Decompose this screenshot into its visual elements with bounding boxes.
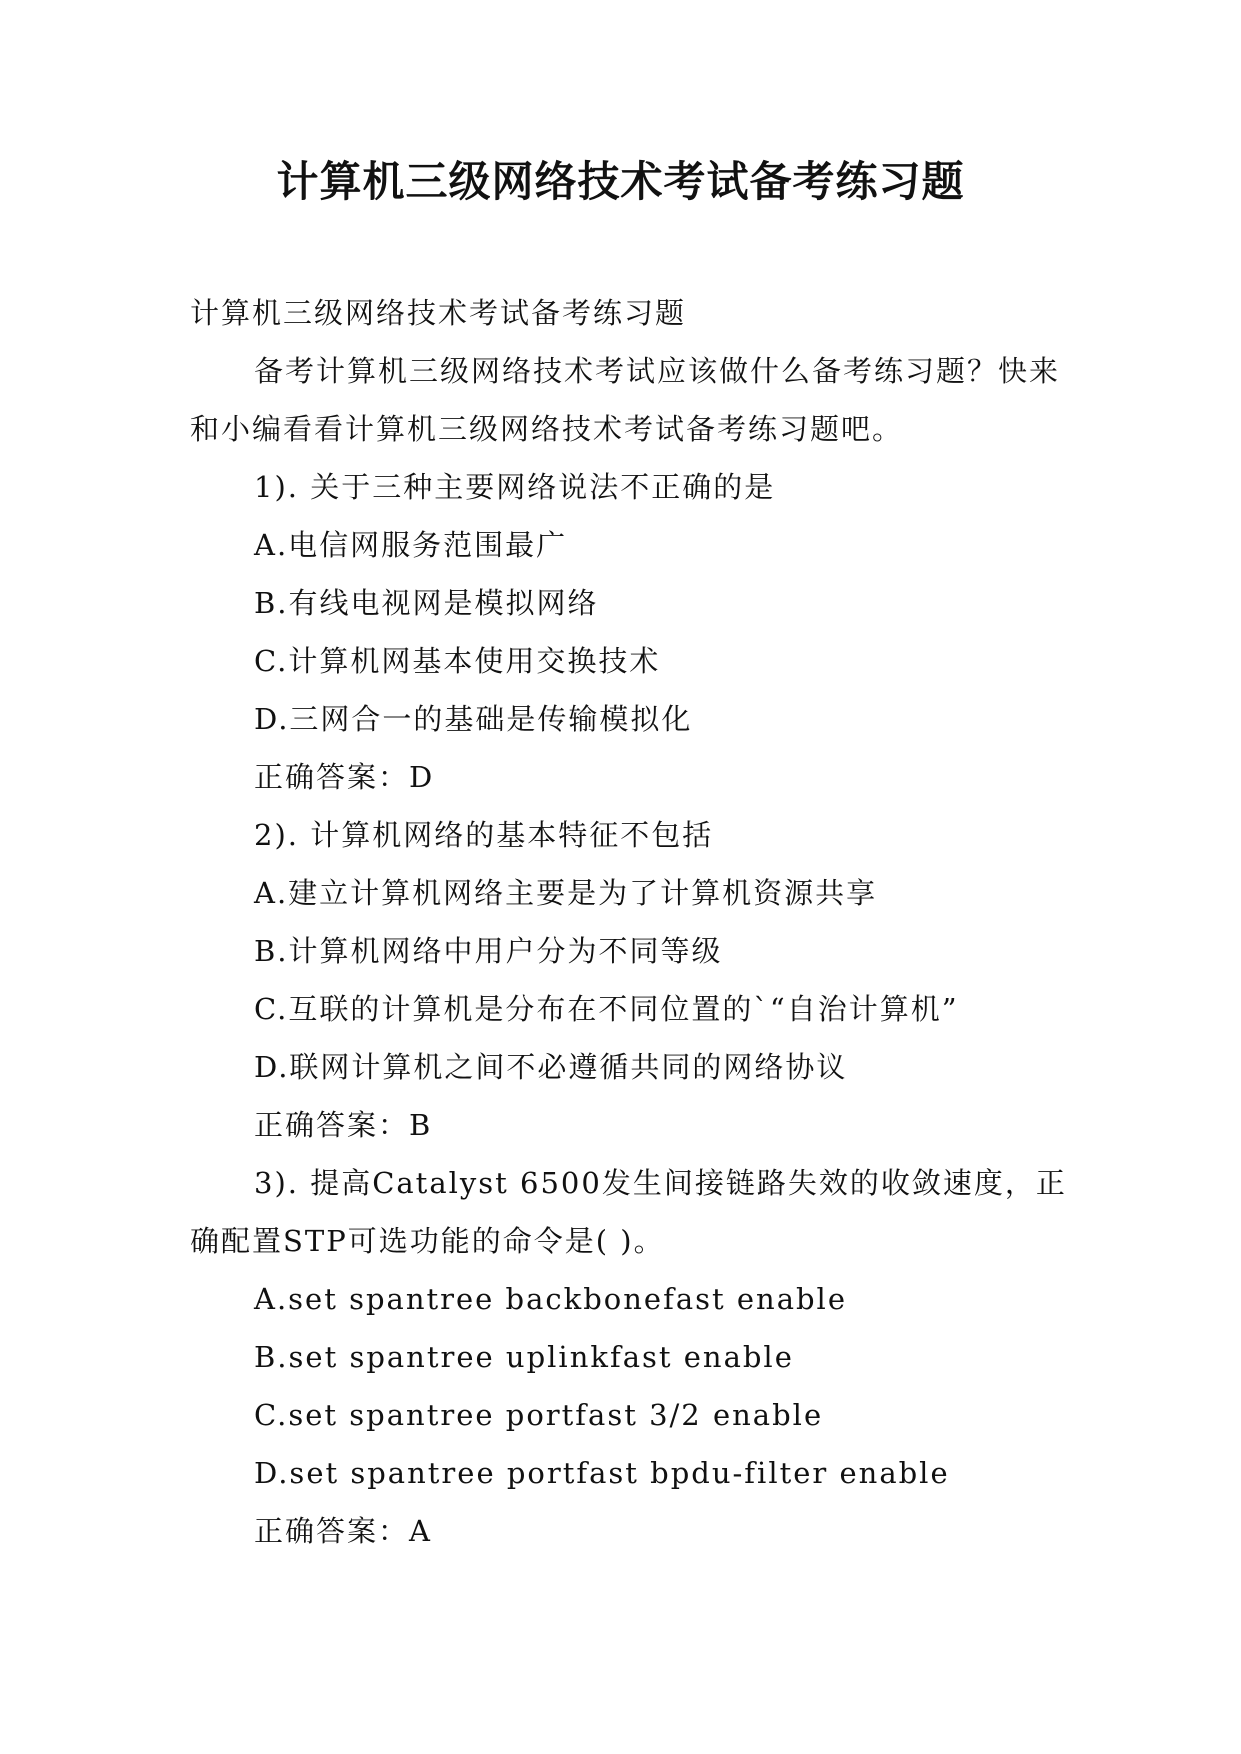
- option-d: D.联网计算机之间不必遵循共同的网络协议: [254, 1050, 848, 1084]
- option-b: B.set spantree uplinkfast enable: [254, 1340, 794, 1374]
- document-body: [190, 284, 1070, 1560]
- option-b: B.计算机网络中用户分为不同等级: [254, 934, 723, 968]
- option-a: A.电信网服务范围最广: [254, 528, 568, 562]
- question-block-1: [190, 458, 1070, 806]
- document-subtitle: 计算机三级网络技术考试备考练习题: [190, 296, 687, 330]
- document-title: 计算机三级网络技术考试备考练习题: [276, 157, 965, 206]
- option-d: D.三网合一的基础是传输模拟化: [254, 702, 693, 736]
- correct-answer: 正确答案：A: [254, 1514, 432, 1548]
- question-block-3: [190, 1154, 1070, 1560]
- option-b: B.有线电视网是模拟网络: [254, 586, 599, 620]
- question-text: 2). 计算机网络的基本特征不包括: [254, 818, 714, 852]
- option-c: C.互联的计算机是分布在不同位置的`“自治计算机”: [254, 992, 959, 1026]
- option-d: D.set spantree portfast bpdu-filter enable: [254, 1456, 950, 1490]
- option-c: C.计算机网基本使用交换技术: [254, 644, 661, 678]
- question-text: 1). 关于三种主要网络说法不正确的是: [254, 470, 776, 504]
- question-block-2: [190, 806, 1070, 1154]
- correct-answer: 正确答案：B: [254, 1108, 433, 1142]
- option-c: C.set spantree portfast 3/2 enable: [254, 1398, 824, 1432]
- option-a: A.set spantree backbonefast enable: [254, 1282, 847, 1316]
- option-a: A.建立计算机网络主要是为了计算机资源共享: [254, 876, 878, 910]
- intro-paragraph: 备考计算机三级网络技术考试应该做什么备考练习题？快来和小编看看计算机三级网络技术考试备考练习题吧。: [190, 354, 1061, 446]
- question-text: 3). 提高Catalyst 6500发生间接链路失效的收敛速度，正确配置STP可选功能的命令是( )。: [190, 1166, 1067, 1258]
- correct-answer: 正确答案：D: [254, 760, 435, 794]
